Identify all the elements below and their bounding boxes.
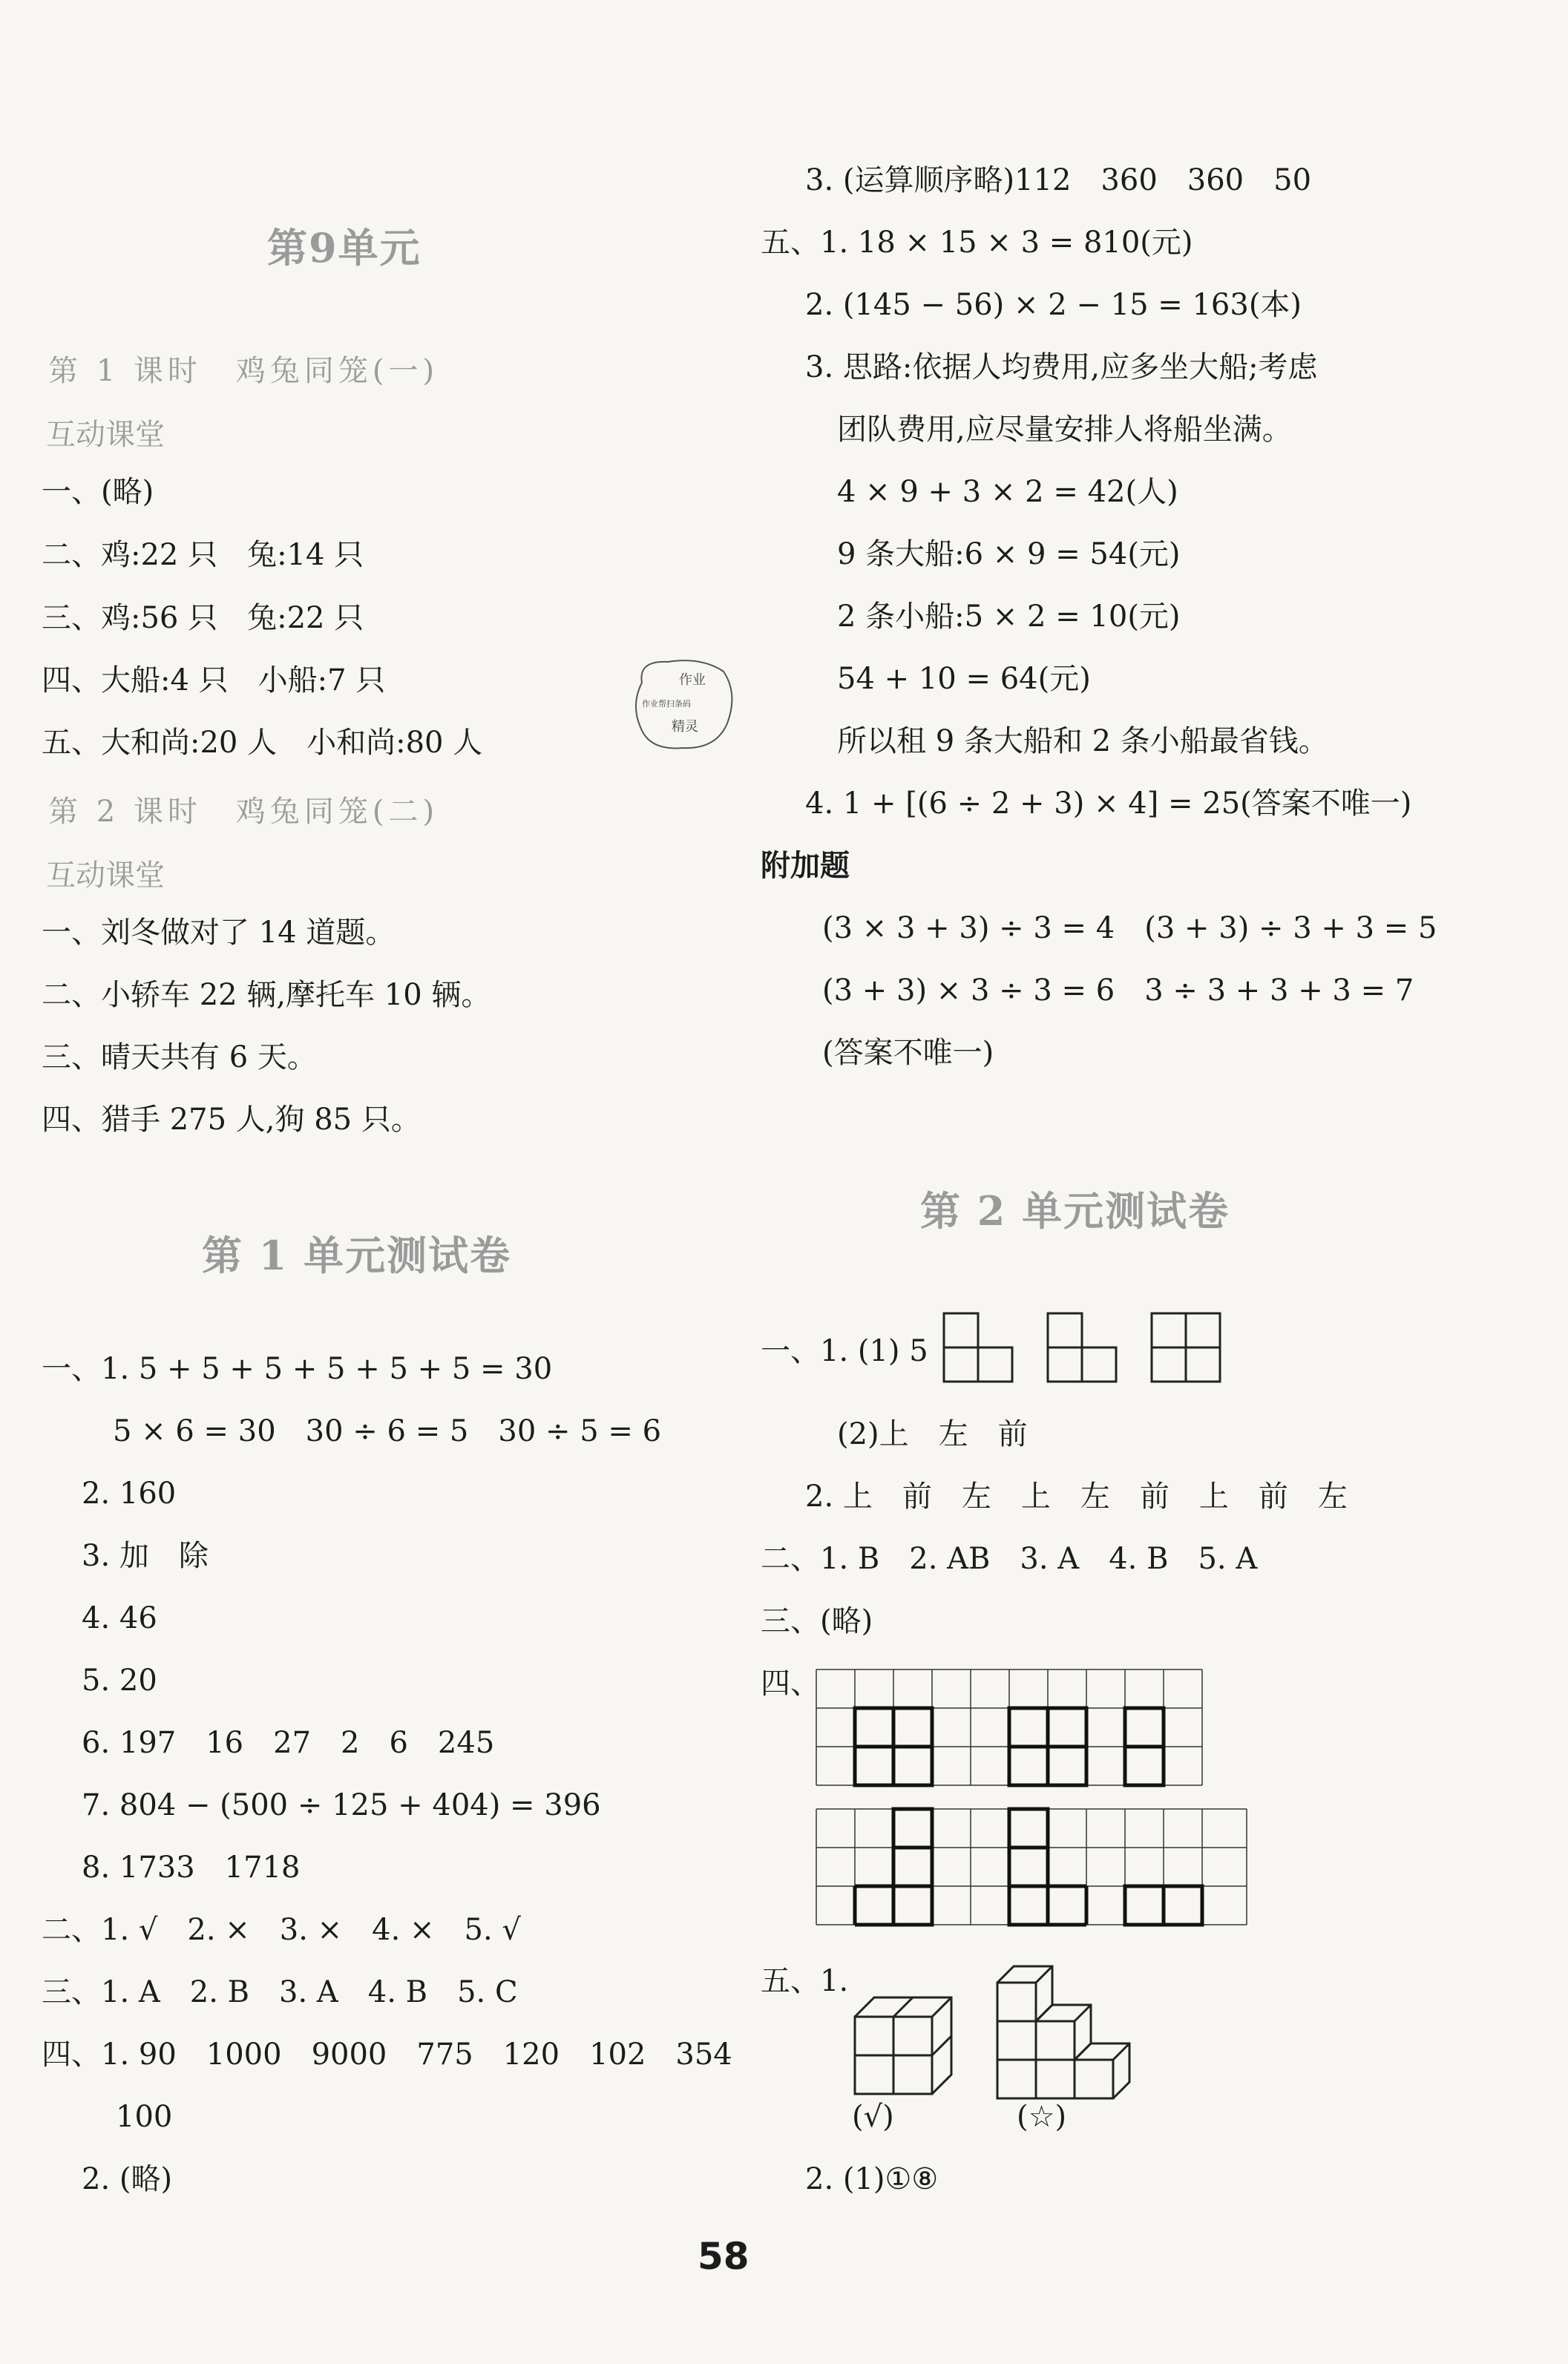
right-line: 3. (运算顺序略)112 360 360 50: [805, 163, 1312, 197]
lesson2-item: 四、猎手 275 人,狗 85 只。: [42, 1103, 421, 1137]
unit1-line: 四、1. 90 1000 9000 775 120 102 354: [42, 2038, 732, 2072]
unit2-line: (2)上 左 前: [837, 1417, 1028, 1451]
unit1-line: 100: [116, 2100, 173, 2134]
grid-drawing-1: [815, 1668, 1208, 1790]
right-line: 4. 1 + [(6 ÷ 2 + 3) × 4] = 25(答案不唯一): [805, 787, 1412, 821]
right-line: 54 + 10 = 64(元): [837, 662, 1091, 696]
cube-answer-2: (☆): [1017, 2100, 1067, 2134]
right-line: 所以租 9 条大船和 2 条小船最省钱。: [837, 724, 1328, 758]
unit1-line: 5 × 6 = 30 30 ÷ 6 = 5 30 ÷ 5 = 6: [113, 1414, 662, 1448]
unit1-line: 6. 197 16 27 2 6 245: [82, 1726, 495, 1760]
unit1-line: 二、1. √ 2. × 3. × 4. × 5. √: [42, 1913, 521, 1947]
unit2-line: 四、: [761, 1667, 820, 1701]
cube-answer-1: (√): [852, 2100, 894, 2134]
right-line: 2 条小船:5 × 2 = 10(元): [837, 600, 1181, 634]
unit2-test-title: 第 2 单元测试卷: [920, 1187, 1230, 1235]
unit2-line: 2. 上 前 左 上 左 前 上 前 左: [805, 1480, 1348, 1514]
lesson2-section: 互动课堂: [46, 858, 165, 893]
lesson2-title: 第 2 课时 鸡兔同笼(二): [48, 795, 439, 829]
right-line: 4 × 9 + 3 × 2 = 42(人): [837, 475, 1178, 509]
lesson1-item: 五、大和尚:20 人 小和尚:80 人: [42, 726, 483, 760]
view-shape-3: [1150, 1312, 1224, 1383]
right-line: 3. 思路:依据人均费用,应多坐大船;考虑: [805, 350, 1318, 384]
right-line: (3 × 3 + 3) ÷ 3 = 4 (3 + 3) ÷ 3 + 3 = 5: [822, 911, 1437, 945]
view-shape-1: [942, 1312, 1017, 1383]
bonus-heading: 附加题: [761, 848, 850, 883]
right-line: (3 + 3) × 3 ÷ 3 = 6 3 ÷ 3 + 3 + 3 = 7: [822, 973, 1414, 1008]
lesson1-item: 二、鸡:22 只 兔:14 只: [42, 538, 364, 572]
unit1-line: 8. 1733 1718: [82, 1851, 301, 1885]
unit2-line: 2. (1)①⑧: [805, 2162, 939, 2196]
unit1-line: 2. (略): [82, 2162, 173, 2196]
page-number: 58: [698, 2235, 749, 2278]
cube-figure-2: [994, 1959, 1143, 2100]
unit1-line: 三、1. A 2. B 3. A 4. B 5. C: [42, 1975, 518, 2009]
unit1-line: 2. 160: [82, 1477, 177, 1511]
lesson1-item: 三、鸡:56 只 兔:22 只: [42, 601, 364, 635]
unit1-line: 4. 46: [82, 1601, 157, 1635]
unit9-title: 第9单元: [267, 224, 421, 272]
cube-figure-1: [852, 1994, 956, 2098]
svg-text:精灵: 精灵: [672, 719, 698, 735]
unit1-line: 7. 804 − (500 ÷ 125 + 404) = 396: [82, 1788, 601, 1822]
unit2-line: 五、1.: [761, 1964, 849, 1998]
homework-stamp-logo: [627, 653, 738, 757]
right-line: 9 条大船:6 × 9 = 54(元): [837, 537, 1181, 571]
unit1-line: 3. 加 除: [82, 1539, 209, 1573]
view-shape-2: [1046, 1312, 1121, 1383]
right-line: 五、1. 18 × 15 × 3 = 810(元): [761, 226, 1193, 260]
unit1-test-title: 第 1 单元测试卷: [202, 1232, 512, 1279]
right-line: 2. (145 − 56) × 2 − 15 = 163(本): [805, 288, 1302, 322]
svg-text:作业: 作业: [679, 672, 706, 688]
lesson1-title: 第 1 课时 鸡兔同笼(一): [48, 354, 439, 388]
svg-text:作业帮扫条码: 作业帮扫条码: [642, 699, 691, 709]
lesson2-item: 三、晴天共有 6 天。: [42, 1040, 317, 1074]
right-line: (答案不唯一): [822, 1036, 994, 1070]
unit2-line: 三、(略): [761, 1604, 873, 1638]
unit2-line: 二、1. B 2. AB 3. A 4. B 5. A: [761, 1542, 1258, 1576]
grid-drawing-2: [815, 1808, 1253, 1930]
lesson1-section: 互动课堂: [46, 418, 165, 452]
lesson2-item: 二、小轿车 22 辆,摩托车 10 辆。: [42, 978, 491, 1012]
lesson2-item: 一、刘冬做对了 14 道题。: [42, 916, 396, 950]
unit2-line: 一、1. (1) 5: [761, 1334, 928, 1368]
right-line: 团队费用,应尽量安排人将船坐满。: [837, 413, 1292, 447]
unit1-line: 一、1. 5 + 5 + 5 + 5 + 5 + 5 = 30: [42, 1352, 553, 1386]
lesson1-item: 四、大船:4 只 小船:7 只: [42, 663, 386, 697]
lesson1-item: 一、(略): [42, 475, 154, 509]
unit1-line: 5. 20: [82, 1664, 157, 1698]
